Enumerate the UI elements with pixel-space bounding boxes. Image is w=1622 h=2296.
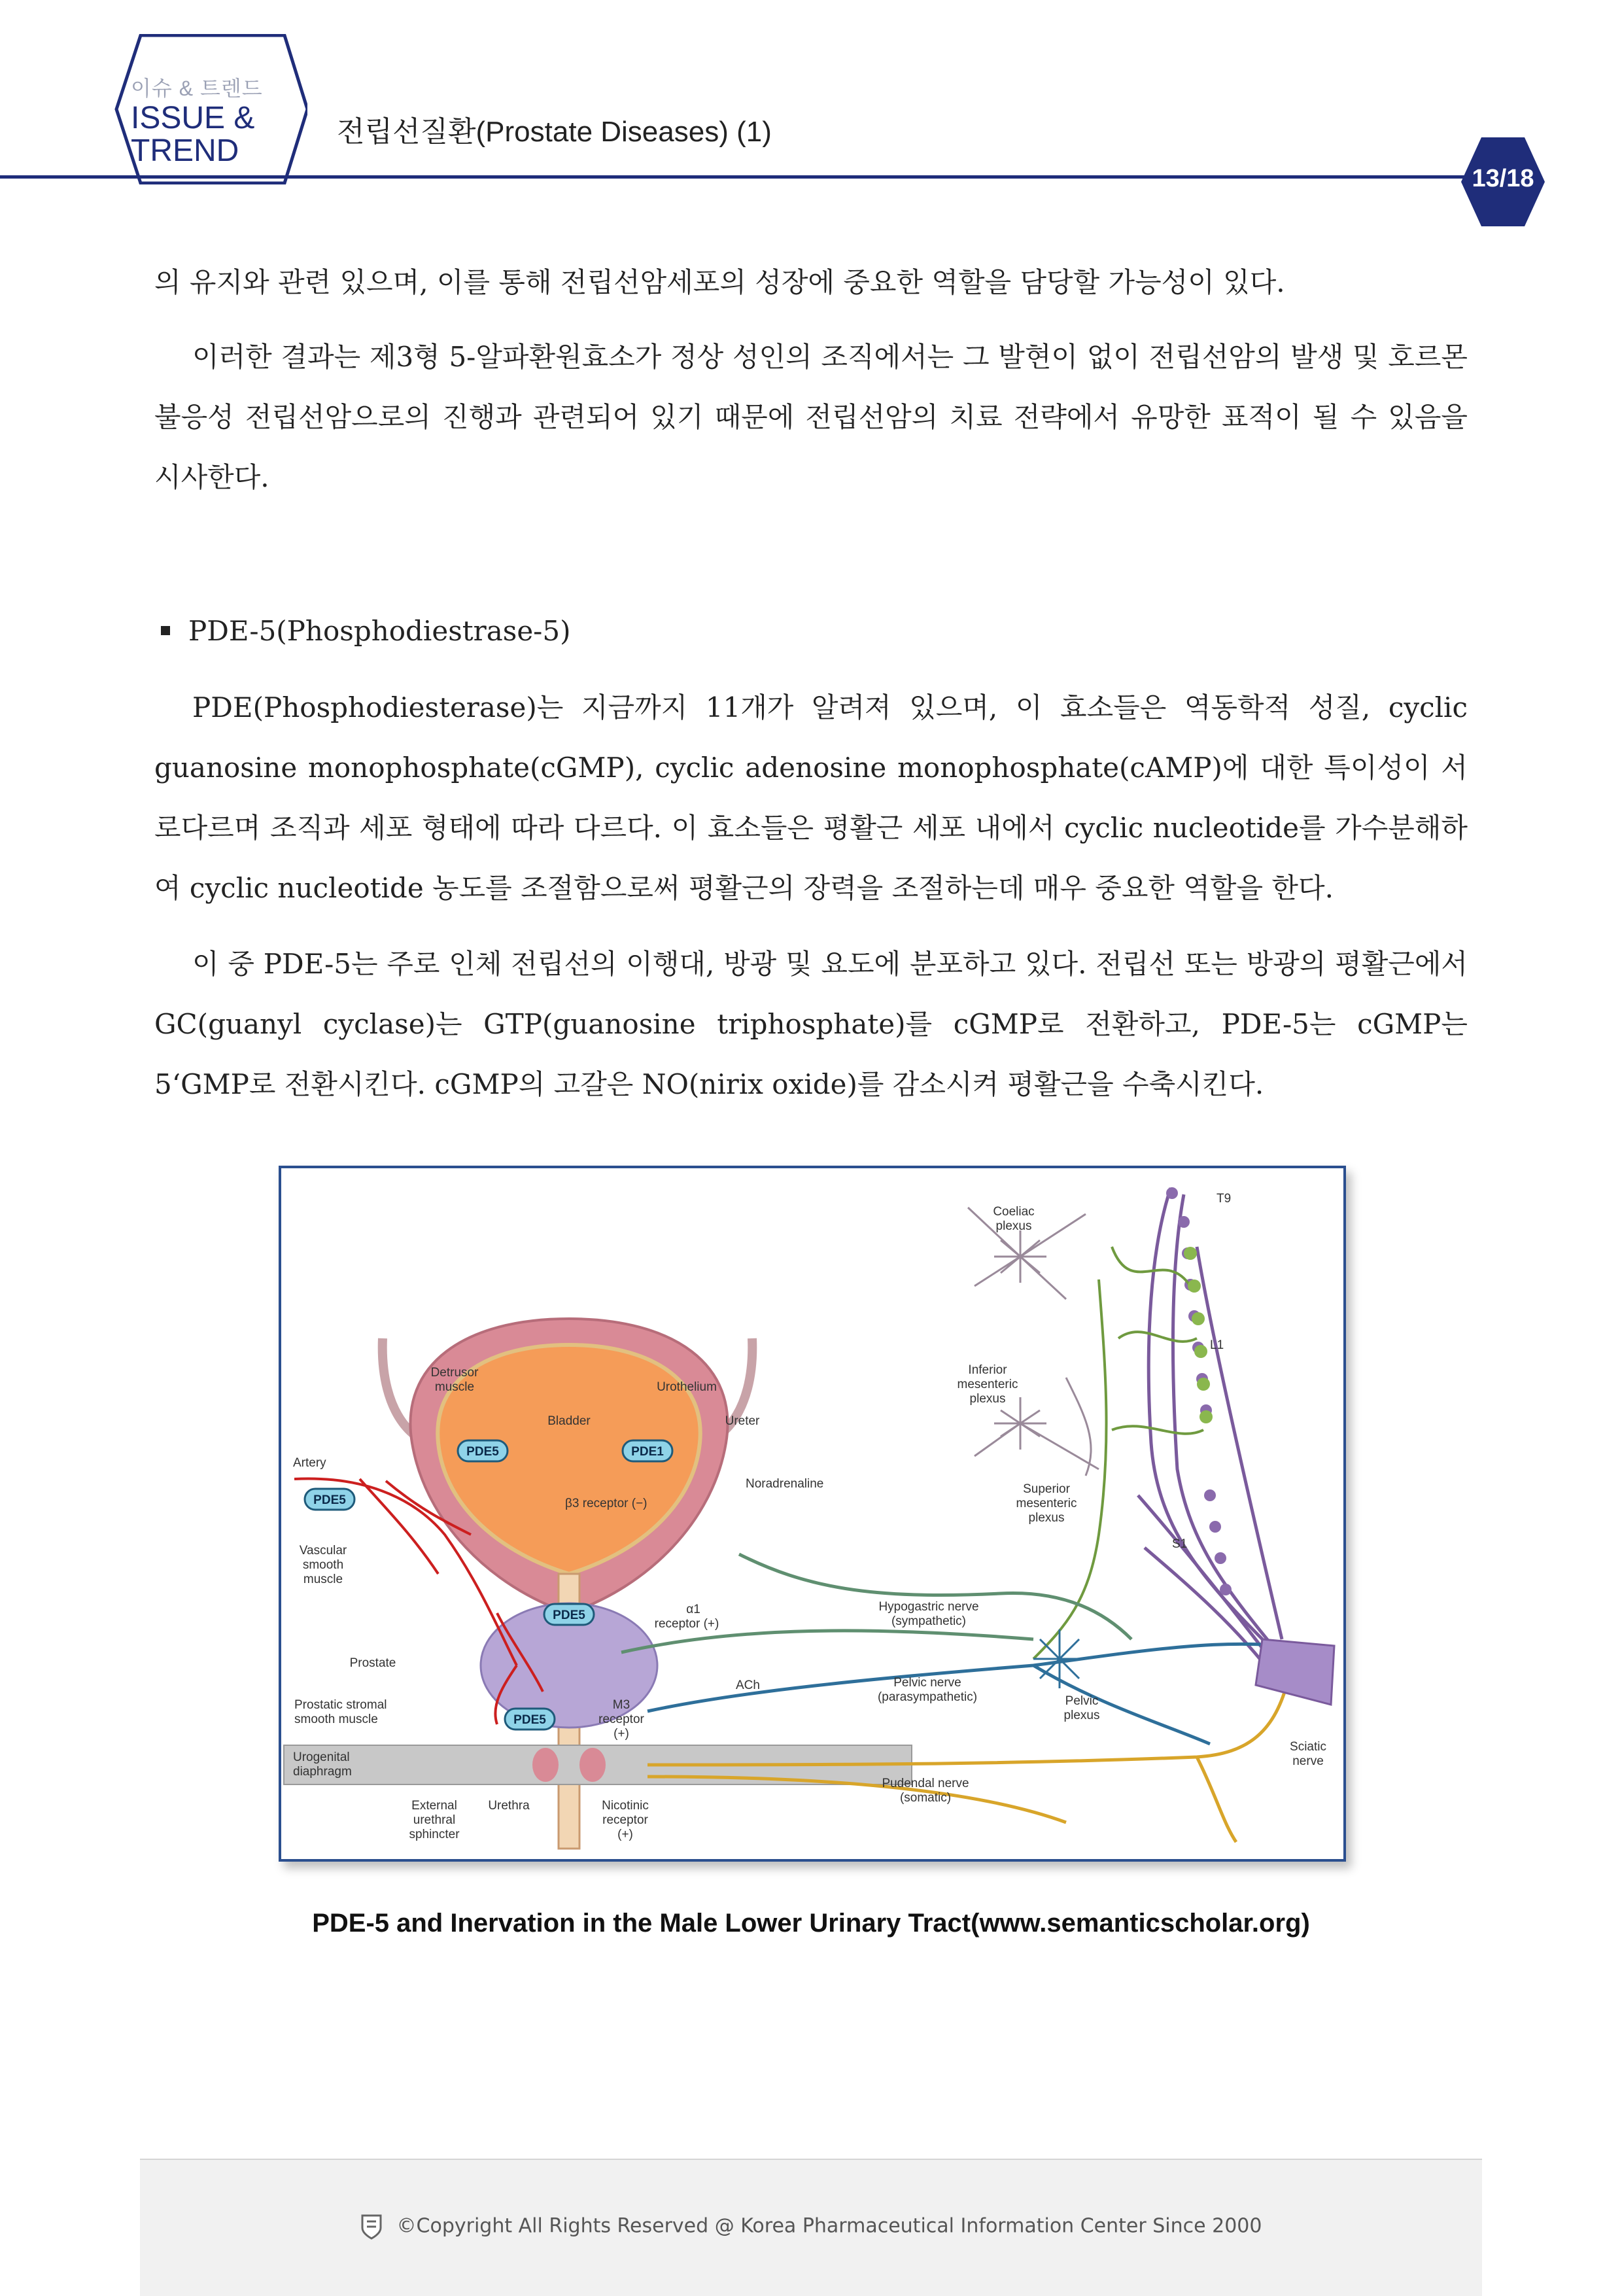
paragraph-4: 이 중 PDE-5는 주로 인체 전립선의 이행대, 방광 및 요도에 분포하고 있다. 전립선 또는 방광의 평활근에서 GC(guanyl cyclase)는 GTP(guanosine triphosphate)를 cGMP로 전환하고, PDE-5는 cGMP는 5‘GMP로 전환시킨다. cGMP의 고갈은 NO(nirix oxide)를 감소시켜 평활근을 수축시킨다.: [154, 948, 1468, 1100]
pde5-innervation-figure: [279, 1166, 1346, 1862]
label-pelvic-plexus-2: plexus: [1063, 1709, 1100, 1722]
label-stromal-2: smooth muscle: [294, 1713, 378, 1726]
label-t9: T9: [1216, 1192, 1232, 1206]
label-external-3: sphincter: [409, 1828, 460, 1841]
label-coeliac-1: Coeliac: [993, 1205, 1035, 1219]
label-artery: Artery: [293, 1456, 326, 1470]
label-b3-receptor: β3 receptor (−): [565, 1497, 647, 1510]
label-ach: ACh: [736, 1679, 760, 1692]
pde5-label-prostate: PDE5: [513, 1713, 546, 1727]
pde5-label-bladder: PDE5: [466, 1445, 499, 1459]
label-pelvic-nerve-2: (parasympathetic): [877, 1690, 978, 1704]
label-m3-3: (+): [613, 1727, 629, 1741]
label-bladder: Bladder: [547, 1414, 591, 1428]
label-superior-2: mesenteric: [1016, 1497, 1077, 1510]
section-bullet: [161, 615, 570, 647]
label-prostate: Prostate: [349, 1656, 396, 1670]
label-s1: S1: [1172, 1537, 1188, 1551]
label-detrusor-2: muscle: [434, 1380, 475, 1394]
label-urethra: Urethra: [488, 1799, 530, 1813]
badge-text: [131, 72, 263, 167]
page-title: 전립선질환(Prostate Diseases) (1): [337, 116, 772, 148]
footer: [0, 2214, 1622, 2240]
square-bullet-icon: [161, 626, 170, 635]
label-m3-1: M3: [612, 1698, 630, 1712]
sphincter-right: [579, 1748, 606, 1782]
sciatic-bundle: [1256, 1639, 1334, 1705]
badge-trend: TREND: [131, 133, 239, 168]
header-rule: [0, 175, 1472, 179]
innervation-diagram: [281, 1168, 1343, 1859]
label-hypogastric-2: (sympathetic): [891, 1614, 967, 1628]
label-m3-2: receptor: [598, 1713, 644, 1726]
label-external-1: External: [411, 1799, 457, 1813]
label-inferior-3: plexus: [969, 1392, 1006, 1406]
pde5-pill-artery: [305, 1489, 354, 1510]
label-vascular-3: muscle: [303, 1573, 343, 1586]
label-superior-1: Superior: [1023, 1482, 1070, 1496]
label-stromal-1: Prostatic stromal: [294, 1698, 387, 1712]
pde5-label-artery: PDE5: [313, 1493, 346, 1507]
sympathetic-ganglia: [1184, 1247, 1213, 1423]
pde5-label-neck: PDE5: [553, 1609, 585, 1622]
paragraph-1: 의 유지와 관련 있으며, 이를 통해 전립선암세포의 성장에 중요한 역할을 담당할 가능성이 있다.: [154, 266, 1285, 298]
label-urogenital-2: diaphragm: [293, 1765, 352, 1779]
pde5-pill-bladder: [458, 1440, 508, 1461]
label-urogenital-1: Urogenital: [293, 1750, 350, 1764]
badge-small-label: 이슈 & 트렌드: [131, 77, 263, 100]
copyright-text: ©Copyright All Rights Reserved @ Korea Pharmaceutical Information Center Since 2000: [396, 2214, 1262, 2238]
label-detrusor-1: Detrusor: [430, 1366, 479, 1380]
label-external-2: urethral: [413, 1813, 456, 1827]
paragraph-2: 이러한 결과는 제3형 5-알파환원효소가 정상 성인의 조직에서는 그 발현이 없이 전립선암의 발생 및 호르몬 불응성 전립선암으로의 진행과 관련되어 있기 때문에 전립선암의 치료 전략에서 유망한 표적이 될 수 있음을 시사한다.: [154, 341, 1468, 493]
pde5-pill-prostate: [505, 1709, 555, 1730]
pde1-pill: [623, 1440, 672, 1461]
label-sciatic-1: Sciatic: [1290, 1740, 1326, 1754]
label-inferior-2: mesenteric: [957, 1378, 1018, 1391]
label-nicotinic-2: receptor: [602, 1813, 648, 1827]
label-vascular-1: Vascular: [299, 1544, 347, 1557]
sphincter-left: [532, 1748, 559, 1782]
label-pelvic-nerve-1: Pelvic nerve: [893, 1676, 961, 1690]
pde5-pill-neck: [544, 1604, 594, 1625]
section-heading: PDE-5(Phosphodiestrase-5): [188, 615, 571, 647]
pde1-label: PDE1: [631, 1445, 664, 1459]
label-nicotinic-1: Nicotinic: [602, 1799, 649, 1813]
label-superior-3: plexus: [1028, 1511, 1065, 1525]
label-l1: L1: [1210, 1338, 1224, 1352]
label-ureter: Ureter: [725, 1414, 760, 1428]
label-coeliac-2: plexus: [995, 1219, 1032, 1233]
page-number: 13/18: [1472, 165, 1534, 192]
spinal-nerve-roots: [1138, 1188, 1288, 1679]
label-hypogastric-1: Hypogastric nerve: [878, 1600, 979, 1614]
label-vascular-2: smooth: [302, 1558, 344, 1572]
label-pudendal-2: (somatic): [899, 1791, 952, 1805]
paragraph-3: PDE(Phosphodiesterase)는 지금까지 11개가 알려져 있으며, 이 효소들은 역동학적 성질, cyclic guanosine monophosphate(cGMP), cyclic adenosine monophosphate(cAMP)에 대한 특이성이 서로다르며 조직과 세포 형태에 따라 다르다. 이 효소들은 평활근 세포 내에서 cyclic nucleotide를 가수분해하여 cyclic nucleotide 농도를 조절함으로써 평활근의 장력을 조절하는데 매우 중요한 역할을 한다.: [154, 691, 1468, 904]
pelvic-plexus: [1033, 1629, 1086, 1688]
badge-issue: ISSUE &: [131, 101, 255, 135]
label-a1-1: α1: [686, 1603, 700, 1616]
label-sciatic-2: nerve: [1292, 1754, 1324, 1768]
label-pelvic-plexus-1: Pelvic: [1065, 1694, 1099, 1708]
label-inferior-1: Inferior: [968, 1363, 1007, 1377]
label-urothelium: Urothelium: [657, 1380, 717, 1394]
figure-caption: PDE-5 and Inervation in the Male Lower Urinary Tract(www.semanticscholar.org): [312, 1909, 1310, 1938]
label-nicotinic-3: (+): [617, 1828, 633, 1841]
label-noradrenaline: Noradrenaline: [746, 1477, 824, 1491]
label-a1-2: receptor (+): [654, 1617, 719, 1631]
label-pudendal-1: Pudendal nerve: [882, 1777, 969, 1790]
kpic-shield-icon: [360, 2214, 383, 2240]
